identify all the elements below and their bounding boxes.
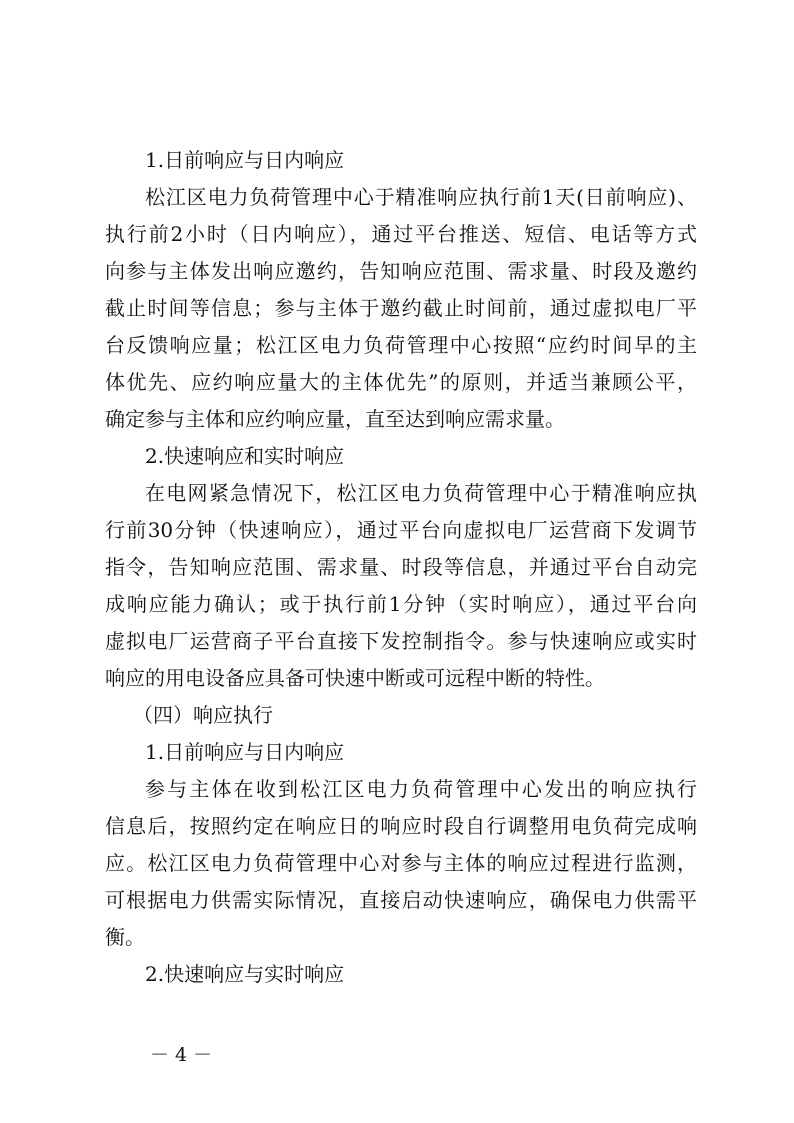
paragraph-line: 确定参与主体和应约响应量，直至达到响应需求量。	[105, 407, 565, 431]
paragraph-line: 在电网紧急情况下，松江区电力负荷管理中心于精准响应执	[145, 481, 697, 505]
page-number: － 4 －	[150, 1044, 213, 1066]
paragraph-line: 响应的用电设备应具备可快速中断或可远程中断的特性。	[105, 666, 605, 690]
paragraph-line: 台反馈响应量；松江区电力负荷管理中心按照“应约时间早的主	[105, 333, 697, 357]
paragraph-line: 衡。	[105, 925, 145, 949]
paragraph-line: 执行前2小时（日内响应），通过平台推送、短信、电话等方式	[105, 222, 697, 246]
paragraph-line: 向参与主体发出响应邀约，告知响应范围、需求量、时段及邀约	[105, 259, 697, 283]
section-heading-response-execution: （四）响应执行	[133, 703, 273, 727]
paragraph-line: 体优先、应约响应量大的主体优先”的原则，并适当兼顾公平，	[105, 370, 697, 394]
paragraph-line: 参与主体在收到松江区电力负荷管理中心发出的响应执行	[145, 777, 697, 801]
paragraph-line: 截止时间等信息；参与主体于邀约截止时间前，通过虚拟电厂平	[105, 296, 697, 320]
subheading-fast-realtime-execution: 2.快速响应与实时响应	[145, 962, 345, 986]
paragraph-line: 信息后，按照约定在响应日的响应时段自行调整用电负荷完成响	[105, 814, 697, 838]
paragraph-line: 虚拟电厂运营商子平台直接下发控制指令。参与快速响应或实时	[105, 629, 697, 653]
subheading-day-ahead-intraday-execution: 1.日前响应与日内响应	[145, 740, 345, 764]
paragraph-line: 成响应能力确认；或于执行前1分钟（实时响应），通过平台向	[105, 592, 697, 616]
paragraph-line: 应。松江区电力负荷管理中心对参与主体的响应过程进行监测，	[105, 851, 697, 875]
subheading-day-ahead-intraday: 1.日前响应与日内响应	[145, 148, 345, 172]
body-text	[105, 142, 697, 993]
paragraph-line: 可根据电力供需实际情况，直接启动快速响应，确保电力供需平	[105, 888, 697, 912]
paragraph-line: 松江区电力负荷管理中心于精准响应执行前1天(日前响应)、	[145, 185, 697, 209]
paragraph-line: 指令，告知响应范围、需求量、时段等信息，并通过平台自动完	[105, 555, 697, 579]
subheading-fast-realtime: 2.快速响应和实时响应	[145, 444, 345, 468]
paragraph-line: 行前30分钟（快速响应），通过平台向虚拟电厂运营商下发调节	[105, 518, 697, 542]
